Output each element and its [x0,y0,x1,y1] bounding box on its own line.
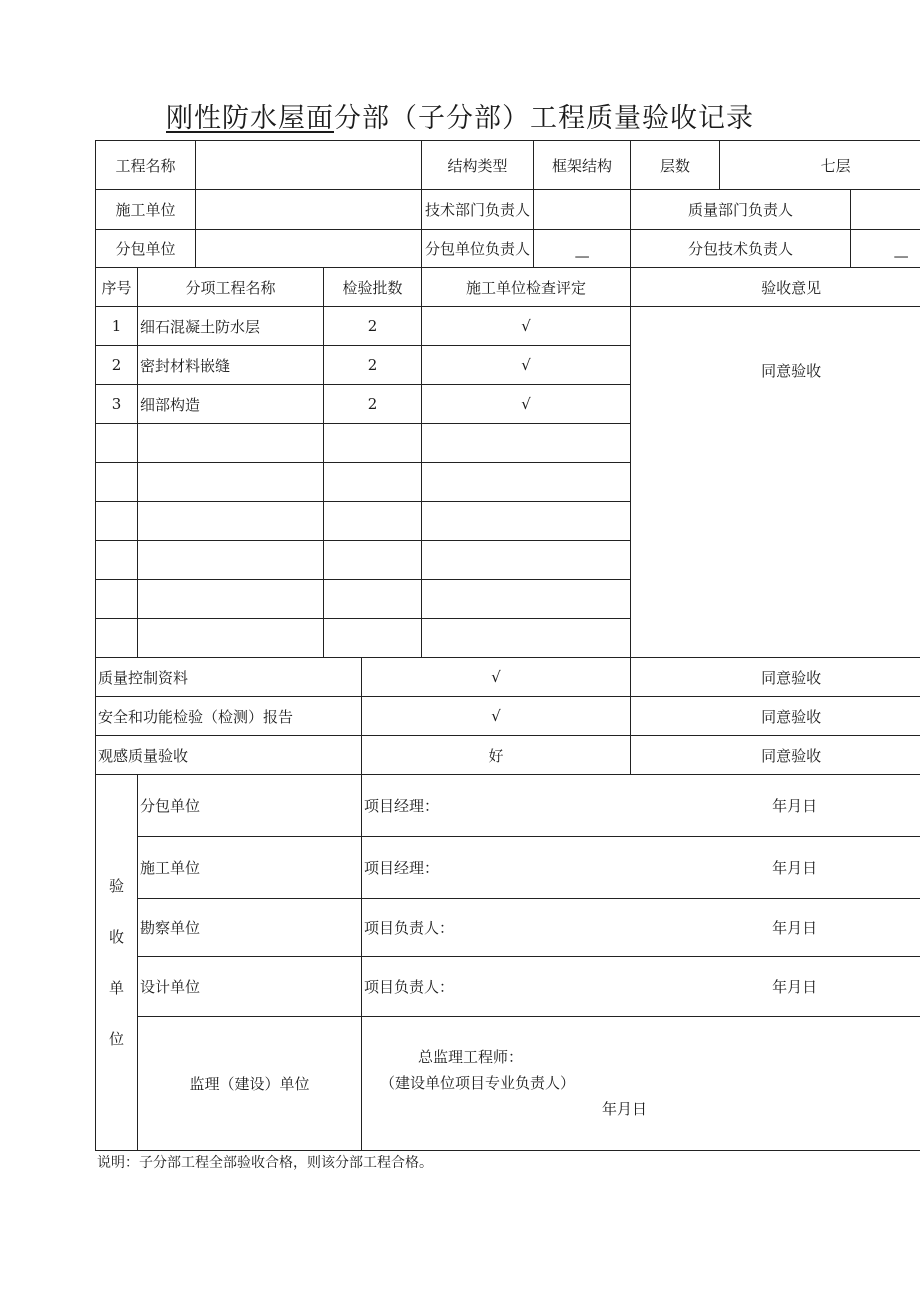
sub-tech-head-value [851,230,920,268]
item-batches: 2 [324,307,422,346]
sign-role: 项目负责人： [364,919,455,937]
sub-unit-head-dash: — [574,246,590,265]
footnote: 说明：子分部工程全部验收合格，则该分部工程合格。 [97,1155,433,1171]
sign-role: 项目经理： [364,859,440,877]
quality-head-value [851,190,920,230]
empty-cell [324,502,422,541]
empty-cell [324,580,422,619]
acceptance-sign [362,775,920,837]
sign-role: 项目负责人： [364,978,455,996]
empty-cell [422,424,631,463]
empty-cell [138,424,324,463]
summary-check: √ [362,658,631,697]
summary-label: 安全和功能检验（检测）报告 [96,697,362,736]
quality-head-label: 质量部门负责人 [631,190,851,230]
supervision-date: 年月日 [602,1099,648,1118]
item-seq: 1 [96,307,138,346]
empty-cell [96,424,138,463]
item-name: 细石混凝土防水层 [138,307,324,346]
side-char: 位 [108,1029,124,1048]
item-batches: 2 [324,385,422,424]
items-opinion [631,307,920,658]
floors-value: 七层 [720,141,920,190]
empty-cell [138,502,324,541]
acceptance-unit: 施工单位 [138,837,362,899]
acceptance-sign [362,837,920,899]
summary-label: 质量控制资料 [96,658,362,697]
structure-type-label: 结构类型 [422,141,534,190]
empty-cell [138,619,324,658]
col-seq: 序号 [96,268,138,307]
item-check: √ [422,346,631,385]
side-char: 验 [108,876,124,895]
empty-cell [422,502,631,541]
item-seq: 3 [96,385,138,424]
sign-date: 年月日 [772,978,818,996]
supervision-sign [362,1017,920,1151]
summary-opinion: 同意验收 [631,658,920,697]
sub-unit-label: 分包单位 [96,230,196,268]
sign-date: 年月日 [772,859,818,877]
col-batches: 检验批数 [324,268,422,307]
item-seq: 2 [96,346,138,385]
empty-cell [96,619,138,658]
summary-opinion: 同意验收 [631,697,920,736]
acceptance-unit: 分包单位 [138,775,362,837]
item-name: 密封材料嵌缝 [138,346,324,385]
floors-label: 层数 [631,141,720,190]
construction-unit-value [196,190,422,230]
item-check: √ [422,307,631,346]
empty-cell [138,463,324,502]
side-char: 单 [108,978,124,997]
summary-check: 好 [362,736,631,775]
acceptance-sign [362,957,920,1017]
sign-date: 年月日 [772,919,818,937]
sub-tech-head-label: 分包技术负责人 [631,230,851,268]
project-name-value [196,141,422,190]
sign-date: 年月日 [772,797,818,815]
empty-cell [96,580,138,619]
title-underlined: 刚性防水屋面 [166,103,334,134]
sign-role: 项目经理： [364,797,440,815]
empty-cell [138,541,324,580]
sub-unit-head-value [534,230,631,268]
side-char: 收 [108,927,124,946]
empty-cell [96,463,138,502]
project-name-label: 工程名称 [96,141,196,190]
col-opinion: 验收意见 [631,268,920,307]
empty-cell [324,541,422,580]
sub-unit-value [196,230,422,268]
tech-head-value [534,190,631,230]
col-item: 分项工程名称 [138,268,324,307]
acceptance-unit: 勘察单位 [138,899,362,957]
acceptance-sign [362,899,920,957]
tech-head-label: 技术部门负责人 [422,190,534,230]
empty-cell [324,619,422,658]
structure-type-value: 框架结构 [534,141,631,190]
item-check: √ [422,385,631,424]
empty-cell [138,580,324,619]
empty-cell [324,424,422,463]
title-rest: 分部（子分部）工程质量验收记录 [334,103,754,134]
empty-cell [422,463,631,502]
summary-check: √ [362,697,631,736]
sub-unit-head-label: 分包单位负责人 [422,230,534,268]
empty-cell [422,541,631,580]
owner-rep-label: （建设单位项目专业负责人） [380,1073,576,1092]
empty-cell [96,541,138,580]
summary-label: 观感质量验收 [96,736,362,775]
empty-cell [422,619,631,658]
sub-tech-head-dash: — [893,246,909,265]
col-check: 施工单位检查评定 [422,268,631,307]
empty-cell [96,502,138,541]
acceptance-record-table [95,140,920,1151]
supervisor-label: 总监理工程师： [418,1047,524,1066]
acceptance-unit: 设计单位 [138,957,362,1017]
supervision-unit: 监理（建设）单位 [138,1017,362,1151]
item-batches: 2 [324,346,422,385]
empty-cell [324,463,422,502]
summary-opinion: 同意验收 [631,736,920,775]
page-title [0,96,920,135]
items-opinion-text: 同意验收 [761,362,822,380]
construction-unit-label: 施工单位 [96,190,196,230]
item-name: 细部构造 [138,385,324,424]
empty-cell [422,580,631,619]
acceptance-side-label [96,775,138,1151]
